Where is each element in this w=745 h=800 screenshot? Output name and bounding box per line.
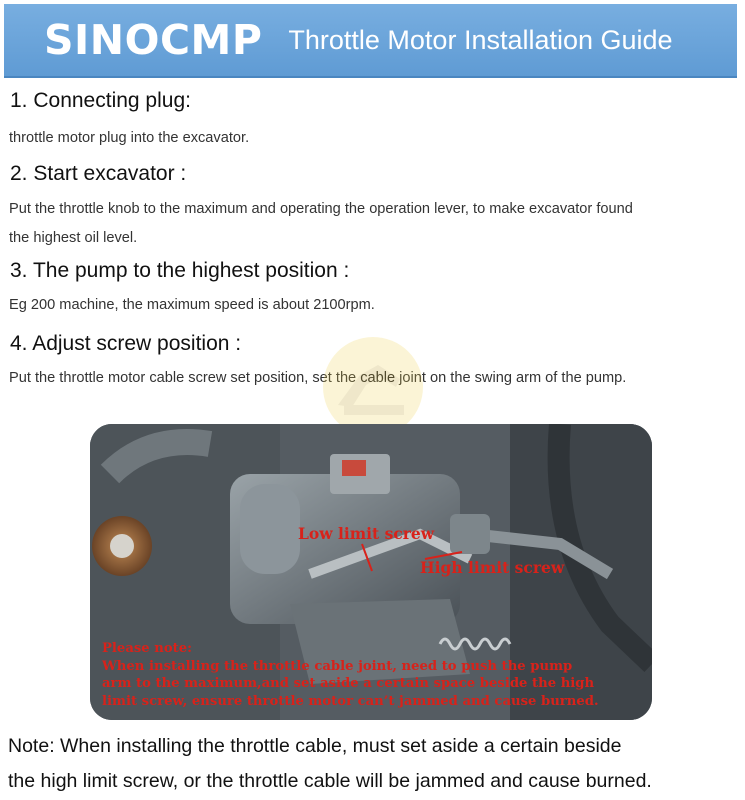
step-1-text: throttle motor plug into the excavator.	[9, 130, 250, 146]
step-2-text-line-1: Put the throttle knob to the maximum and operating the operation lever, to make excavator found	[9, 201, 633, 217]
photo-note-line: arm to the maximum,and set aside a certain space beside the high	[102, 676, 595, 691]
engine-photo	[90, 424, 652, 720]
high-limit-screw-label: High limit screw	[420, 558, 565, 577]
brand-logo: SINOCMP	[44, 16, 263, 64]
step-2-text-line-2: the highest oil level.	[9, 230, 138, 246]
photo-note	[102, 640, 599, 710]
step-4-text: Put the throttle motor cable screw set position, set the cable joint on the swing arm of the pump.	[9, 370, 627, 386]
photo-note-line: Please note:	[102, 641, 193, 656]
step-1-heading: 1. Connecting plug:	[10, 89, 191, 112]
photo-note-line: When installing the throttle cable joint, need to push the pump	[102, 658, 573, 674]
photo-note-line: limit screw, ensure throttle motor can’t jammed and cause burned.	[102, 693, 599, 709]
low-limit-screw-label: Low limit screw	[298, 524, 435, 543]
step-3-text: Eg 200 machine, the maximum speed is about 2100rpm.	[9, 297, 375, 313]
header-banner	[4, 4, 737, 78]
footer-note-line-2: the high limit screw, or the throttle cable will be jammed and cause burned.	[8, 770, 652, 792]
page-title: Throttle Motor Installation Guide	[288, 24, 673, 55]
step-2-heading: 2. Start excavator :	[10, 162, 187, 185]
step-3-heading: 3. The pump to the highest position :	[10, 259, 350, 282]
footer-note-line-1: Note: When installing the throttle cable, must set aside a certain beside	[8, 735, 622, 757]
step-4-heading: 4. Adjust screw position :	[10, 332, 242, 355]
